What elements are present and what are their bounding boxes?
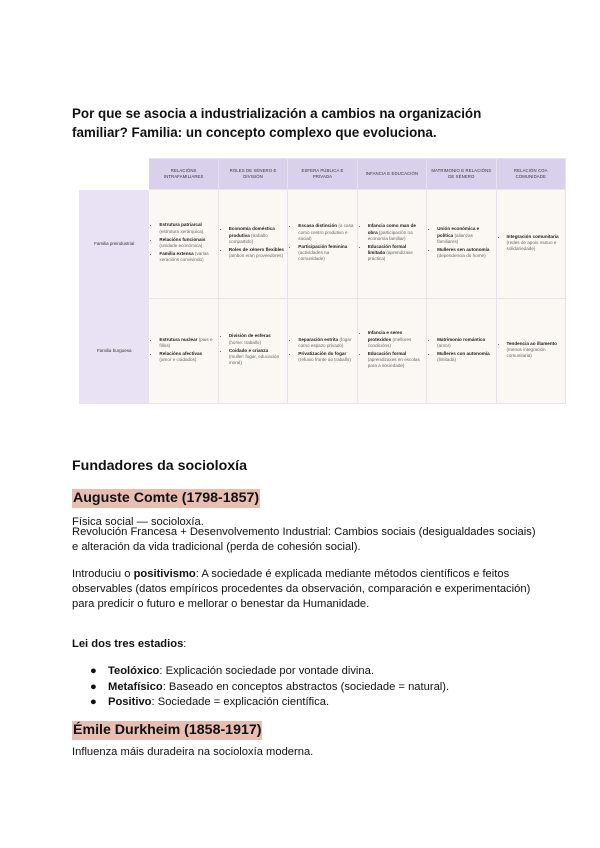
table-cell [218,190,287,299]
table-cell [218,299,287,404]
cell-item-term: Tendencia ao illamento [506,340,557,346]
table-cell [496,299,565,404]
cell-list [152,222,214,263]
cell-item-detail: (limitada) [437,357,456,363]
cell-item-detail: (aprendizaxes en escolas para a sociedade) [367,357,420,369]
cell-item-term: Mulleres sen autonomía [437,247,490,253]
cell-item-detail: (estrutura xerárquica) [159,228,204,234]
column-header: RELACIÓN COA COMUNIDADE [496,159,565,190]
cell-item-term: Escasa distinción [298,223,338,229]
section-title: Fundadores da socioloxía [72,458,248,474]
cell-item-detail: (unidade económica) [159,243,203,248]
comte-line-2-text: Revolución Francesa + Desenvolvemento Industrial: Cambios sociais (desigualdades sociais) e alteración da vida tradicional (perda de cohesión social). [72,526,536,554]
row-header: Familia preindustrial [80,190,149,299]
cell-list-item [368,351,423,370]
positivism-intro: Introduciu o [72,568,134,580]
cell-item-detail: (redes de apoio mutuo e solidariedade) [506,239,557,252]
page-heading: Por que se asocia a industrialización a cambios na organización familiar? Familia: un concepto complexo que evoluciona. [72,106,482,140]
comte-heading: Auguste Comte (1798-1857) [73,490,260,506]
law-label-text: Lei dos tres estadios [72,638,184,650]
cell-item-term: División de esferas [228,333,271,339]
positivism-term: positivismo [133,568,196,580]
cell-item-detail: (a casa como centro produtivo e social) [298,223,354,241]
cell-list [361,223,423,262]
cell-item-detail: (aprendizaxe práctica) [367,250,413,262]
cell-item-term: Participación feminina [298,244,348,249]
table-header-row [80,159,566,190]
law-label [72,638,186,650]
table-corner-cell [80,159,149,190]
cell-list-item [437,337,492,349]
stages-list [90,664,449,711]
column-header: ROLES DE XÉNERO E DIVISIÓN [218,159,287,190]
comparison-table [79,158,566,404]
cell-list [430,226,492,259]
cell-item-term: Privatización do fogar [298,351,347,356]
cell-item-detail: (refuxio fronte ao traballo) [298,357,351,363]
cell-item-term: Estrutura patriarcal [159,222,202,228]
table-cell [496,190,565,299]
cell-list-item [159,237,214,249]
durkheim-line-1: Influenza máis duradeira na socioloxía moderna. [72,746,314,758]
cell-item-term: Separación estrita [298,336,339,342]
cell-item-detail: (menos integración comunitaria) [506,346,546,359]
cell-list-item [368,244,423,263]
column-header: MATRIMONIO E RELACIÓNS DE XÉNERO [427,159,496,190]
cell-list-item [229,333,284,345]
stage-desc: : Baseado en conceptos abstractos (sociedade = natural). [162,680,450,693]
cell-item-term: Unión económica e política [437,226,480,238]
table-cell [149,299,218,404]
cell-item-term: Estrutura nuclear [159,336,198,342]
column-header: INFANCIA E EDUCACIÓN [357,159,426,190]
cell-list [222,333,284,366]
table-cell [427,299,496,404]
cell-item-detail: (varias xeracións convivindo) [159,251,209,263]
bullet-icon: ● [90,696,97,709]
cell-item-term: Matrimonio romántico [437,336,486,342]
list-item [90,695,449,711]
cell-list-item [437,351,492,363]
cell-item-detail: (fogar como espazo privado) [298,336,352,348]
cell-list-item [298,244,353,263]
cell-list-item [159,351,214,363]
cell-item-detail: (dependencia do home) [437,253,486,259]
cell-list [291,337,353,364]
cell-list [152,337,214,364]
cell-item-term: Infancia como man de obra [367,223,416,235]
law-label-colon: : [183,638,187,650]
table-cell [149,190,218,299]
cell-list-item [159,251,214,263]
stage-term: Positivo [108,696,152,709]
table-cell [288,190,357,299]
stage-desc: : Sociedade = explicación científica. [151,696,330,709]
cell-item-detail: (amor) [437,342,451,348]
durkheim-heading: Émile Durkheim (1858-1917) [73,722,262,738]
cell-list [361,330,423,369]
cell-item-detail: (actividades na comunidade) [298,250,330,262]
cell-item-term: Infancia e seres protexidos [367,330,403,342]
stage-desc: : Explicación sociedade por vontade divina. [159,665,374,677]
cell-list-item [368,223,423,242]
list-item [90,664,449,680]
cell-list [500,234,562,253]
cell-item-term: Mulleres con autonomía [437,351,490,356]
cell-item-term: Coidado e crianza [228,347,269,353]
table-cell [427,190,496,299]
cell-list [500,341,562,360]
cell-list-item [229,226,284,245]
cell-list-item [507,234,562,253]
bullet-icon: ● [90,680,97,693]
cell-item-term: Educación formal limitada [367,244,407,256]
row-header: Familia burguesa [80,299,149,404]
cell-list-item [229,348,284,367]
cell-list [291,223,353,262]
cell-item-detail: (alianzas familiares) [437,232,473,244]
cell-item-detail: (home: traballo) [228,339,262,345]
positivism-paragraph [72,567,542,613]
comte-line-2 [72,525,542,555]
cell-item-detail: (participación na economía familiar) [367,229,413,241]
list-item [90,680,449,696]
cell-list [430,337,492,364]
positivism-rest: : A sociedade é explicada mediante métodos científicos e feitos observables (datos empíricos procedentes da observación, comparación e experimentación) para predicir o futuro e mellorar o benestar da Humanidade. [72,568,531,611]
cell-list-item [437,247,492,259]
cell-list-item [159,222,214,234]
cell-item-detail: (traballo compartido) [228,232,268,244]
cell-list-item [368,330,423,349]
cell-item-term: Familia extensa [159,251,194,257]
cell-item-detail: (muller: fogar, educación moral) [228,354,280,366]
cell-list-item [298,223,353,242]
table-cell [357,190,426,299]
bullet-icon: ● [90,665,97,677]
cell-list-item [437,226,492,245]
cell-list-item [159,337,214,349]
cell-item-term: Relacións afectivas [159,351,203,356]
cell-item-term: Economía doméstica produtiva [228,226,275,238]
table-row [80,190,566,299]
comte-line-1: Física social — socioloxía. [72,516,204,528]
cell-list-item [229,247,284,259]
table-cell [288,299,357,404]
stage-term: Metafísico [108,680,163,693]
cell-item-detail: (pais e fillos) [159,336,213,348]
cell-list-item [298,351,353,363]
cell-item-term: Roles de xénero flexibles [228,247,284,253]
cell-item-term: Educación formal [367,351,407,356]
cell-list-item [298,337,353,349]
cell-item-term: Relacións funcionais [159,236,206,242]
column-header: RELACIÓNS INTRAFAMILIARES [149,159,218,190]
cell-list [222,226,284,259]
cell-item-detail: (ambos eran proveedores) [228,253,283,259]
column-header: ESFERA PÚBLICA E PRIVADA [288,159,357,190]
table-cell [357,299,426,404]
stage-term: Teolóxico [108,665,160,677]
cell-item-detail: (amor e coidados) [159,357,197,363]
table-row [80,299,566,404]
cell-item-term: Integración comunitaria [506,233,559,239]
cell-item-detail: (mellores condicións) [367,336,412,348]
cell-list-item [507,341,562,360]
